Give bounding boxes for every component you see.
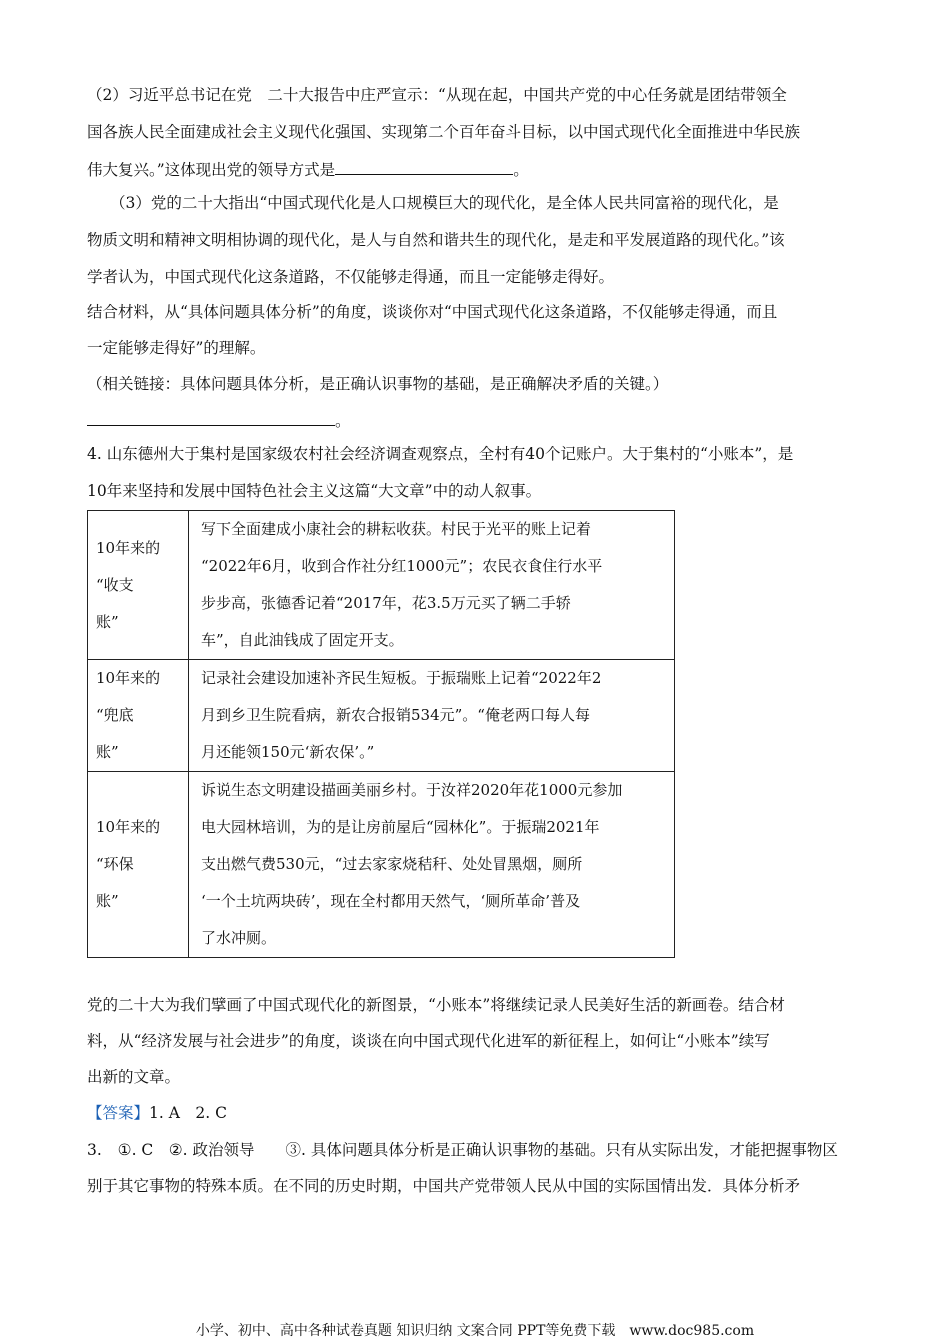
answer-line4: 别于其它事物的特殊本质。在不同的历史时期，中国共产党带领人民从中国的实际国情出发．具体分析矛	[87, 1177, 801, 1195]
row-header-line: 10年来的	[96, 669, 161, 687]
row-body-line: 诉说生态文明建设描画美丽乡村。于汝祥2020年花1000元参加	[201, 781, 623, 799]
q3-part3-line3: 学者认为，中国式现代化这条道路，不仅能够走得通，而且一定能够走得好。	[87, 268, 615, 286]
row-body-line: 步步高，张德香记着“2017年，花3.5万元买了辆二手轿	[201, 594, 571, 612]
q4-after-line1: 党的二十大为我们擘画了中国式现代化的新图景，“小账本”将继续记录人民美好生活的新画卷。结合材	[87, 996, 785, 1014]
q3-part3-line4: 结合材料，从“具体问题具体分析”的角度，谈谈你对“中国式现代化这条道路，不仅能够走得通，而且	[87, 303, 778, 321]
table-row	[88, 511, 675, 660]
row-header-cell	[88, 772, 189, 958]
row-body-line: 写下全面建成小康社会的耕耘收获。村民于光平的账上记着	[201, 520, 592, 538]
q3-part2-line1: （2）习近平总书记在党 二十大报告中庄严宣示：“从现在起，中国共产党的中心任务就是团结带领全	[87, 86, 787, 104]
row-body-cell	[189, 511, 675, 660]
ledger-table	[87, 510, 675, 958]
answer-blank-2[interactable]	[87, 409, 335, 426]
answer-tag: 【答案】	[87, 1104, 150, 1122]
q3-part3-line1: （3）党的二十大指出“中国式现代化是人口规模巨大的现代化，是全体人民共同富裕的现代化，是	[110, 194, 779, 212]
answer-line3-num: 3.	[87, 1141, 102, 1159]
row-body-line: ‘一个土坑两块砖’，现在全村都用天然气，‘厕所革命’普及	[201, 892, 581, 910]
q3-part2-line2: 国各族人民全面建成社会主义现代化强国、实现第二个百年奋斗目标，以中国式现代化全面推进中华民族	[87, 123, 801, 141]
row-body-line: 了水冲厕。	[201, 929, 277, 947]
row-body-line: 记录社会建设加速补齐民生短板。于振瑞账上记着“2022年2	[201, 669, 602, 687]
row-header-line: 账”	[96, 892, 119, 910]
answer-line3	[87, 1140, 838, 1160]
answer-line3-text: ①. C ②. 政治领导 ③. 具体问题具体分析是正确认识事物的基础。只有从实际出发，才能把握事物区	[117, 1141, 838, 1159]
q3-part3-line2: 物质文明和精神文明相协调的现代化，是人与自然和谐共生的现代化，是走和平发展道路的现代化。”该	[87, 231, 785, 249]
row-body-line: 月还能领150元‘新农保’。”	[201, 743, 375, 761]
row-body-cell	[189, 660, 675, 772]
row-body-line: “2022年6月，收到合作社分红1000元”；农民衣食住行水平	[201, 557, 603, 575]
answer-line	[87, 1103, 227, 1123]
row-body-line: 电大园林培训，为的是让房前屋后“园林化”。于振瑞2021年	[201, 818, 600, 836]
answer-blank-1[interactable]	[335, 158, 513, 175]
q4-after-line3: 出新的文章。	[87, 1068, 181, 1086]
row-header-cell	[88, 660, 189, 772]
q3-part3-blank-end: 。	[335, 412, 351, 430]
row-body-line: 支出燃气费530元，“过去家家烧秸秆、处处冒黑烟，厕所	[201, 855, 583, 873]
q4-intro-line1: 4. 山东德州大于集村是国家级农村社会经济调查观察点，全村有40个记账户。大于集村的“小账本”，是	[87, 445, 794, 463]
row-header-line: 10年来的	[96, 538, 161, 557]
table-row	[88, 772, 675, 958]
row-header-line: “收支	[96, 575, 134, 594]
q3-part3-line5: 一定能够走得好”的理解。	[87, 339, 266, 357]
q3-part3-link-note: （相关链接：具体问题具体分析，是正确认识事物的基础，是正确解决矛盾的关键。）	[87, 375, 669, 393]
q4-after-line2: 料，从“经济发展与社会进步”的角度，谈谈在向中国式现代化进军的新征程上，如何让“小账本”续写	[87, 1032, 770, 1050]
row-header-line: 账”	[96, 743, 119, 761]
q3-part2-line3-end: 。	[513, 161, 529, 179]
row-header-cell	[88, 511, 189, 660]
row-header-line: “兜底	[96, 706, 134, 724]
row-header-line: 10年来的	[96, 818, 161, 836]
row-body-cell	[189, 772, 675, 958]
row-body-line: 月到乡卫生院看病，新农合报销534元”。“俺老两口每人每	[201, 706, 590, 724]
q4-intro-line2: 10年来坚持和发展中国特色社会主义这篇“大文章”中的动人叙事。	[87, 482, 542, 500]
answer-text: 1. A 2. C	[149, 1104, 228, 1122]
q3-part2-line3	[87, 158, 529, 180]
table-row	[88, 660, 675, 772]
page-footer: 小学、初中、高中各种试卷真题 知识归纳 文案合同 PPT等免费下载 www.doc985.com	[195, 1323, 755, 1339]
q3-part2-line3-text: 伟大复兴。”这体现出党的领导方式是	[87, 161, 336, 179]
row-header-line: 账”	[96, 612, 119, 631]
row-body-line: 车”，自此油钱成了固定开支。	[201, 631, 404, 649]
row-header-line: “环保	[96, 855, 134, 873]
q3-part3-blank-line	[87, 409, 351, 431]
